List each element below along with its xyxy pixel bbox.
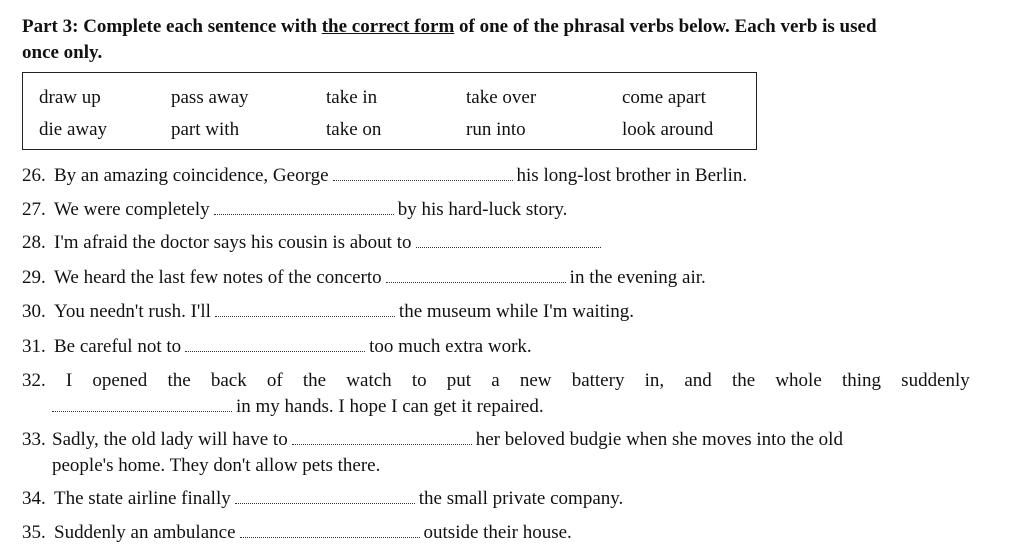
word-take-on: take on [326,119,382,140]
instruction-line2: once only. [22,42,103,63]
question-text-after: by his hard-luck story. [397,199,568,220]
word-take-in: take in [326,87,378,108]
instruction-text [22,14,1017,66]
question-number: 26. [22,165,46,186]
answer-blank[interactable] [185,335,365,352]
question-word: the [731,370,756,391]
question-word: whole [775,370,822,391]
question-word: I [65,370,73,391]
question-word: battery [571,370,625,391]
question-word: and [684,370,712,391]
question-word: of [266,370,283,391]
question-line [22,394,970,420]
word-draw-up: draw up [39,87,101,108]
question-word: opened [92,370,148,391]
question-30 [22,299,634,325]
question-word: in, [644,370,665,391]
question-text-after: outside their house. [423,522,572,543]
question-text-after: the museum while I'm waiting. [398,301,635,322]
question-34 [22,486,623,512]
question-line [22,368,970,394]
question-number: 33. [22,429,46,450]
question-number: 35. [22,522,46,543]
question-number: 27. [22,199,46,220]
question-text-before: Be careful not to [54,336,182,357]
word-die-away: die away [39,119,108,140]
question-number: 28. [22,232,46,253]
question-text-before: You needn't rush. I'll [54,301,211,322]
word-part-with: part with [171,119,240,140]
question-text-after: his long-lost brother in Berlin. [516,165,748,186]
word-pass-away: pass away [171,87,249,108]
question-word: to [411,370,427,391]
question-word: a [491,370,500,391]
question-text-before: Sadly, the old lady will have to [52,429,288,450]
answer-blank[interactable] [292,428,472,445]
phrasal-verb-box [22,72,757,150]
question-line [22,453,970,479]
answer-blank[interactable] [333,164,513,181]
question-text-before: Suddenly an ambulance [54,522,236,543]
question-word: the [302,370,327,391]
question-text-after: in the evening air. [569,267,706,288]
question-number: 30. [22,301,46,322]
question-26 [22,163,747,189]
question-text-after: her beloved budgie when she moves into the old [475,429,843,450]
question-word: back [210,370,247,391]
word-run-into: run into [466,119,526,140]
answer-blank[interactable] [240,521,420,538]
question-35 [22,520,572,546]
question-28 [22,230,605,256]
answer-blank[interactable] [235,487,415,504]
question-text-line2: people's home. They don't allow pets there. [52,455,381,476]
answer-blank[interactable] [416,231,601,248]
question-word: thing [841,370,881,391]
question-word: put [446,370,472,391]
answer-blank[interactable] [214,198,394,215]
question-word: the [167,370,191,391]
answer-blank[interactable] [386,266,566,283]
answer-blank[interactable] [52,395,232,412]
question-text-before: We heard the last few notes of the concerto [54,267,382,288]
question-text-after: the small private company. [418,488,624,509]
question-word: new [519,370,552,391]
question-number: 34. [22,488,46,509]
question-text-before: I'm afraid the doctor says his cousin is about to [54,232,412,253]
word-come-apart: come apart [622,87,706,108]
question-text-after: in my hands. I hope I can get it repaired. [236,396,544,417]
word-look-around: look around [622,119,714,140]
question-text-after: too much extra work. [369,336,532,357]
question-word: watch [346,370,392,391]
question-text-before: We were completely [54,199,210,220]
question-number: 31. [22,336,46,357]
instruction-underlined: the correct form [321,16,455,37]
question-number: 29. [22,267,46,288]
question-line [22,427,970,453]
answer-blank[interactable] [215,300,395,317]
question-word: suddenly [901,370,970,391]
question-number: 32. [22,370,46,391]
question-33 [22,427,970,479]
question-31 [22,334,532,360]
question-text-before: By an amazing coincidence, George [54,165,329,186]
question-text-before: The state airline finally [54,488,231,509]
question-32 [22,368,970,420]
question-29 [22,265,706,291]
instruction-prefix: Part 3: Complete each sentence with [22,16,322,37]
word-take-over: take over [466,87,537,108]
instruction-suffix: of one of the phrasal verbs below. Each verb is used [454,16,877,37]
question-27 [22,197,567,223]
